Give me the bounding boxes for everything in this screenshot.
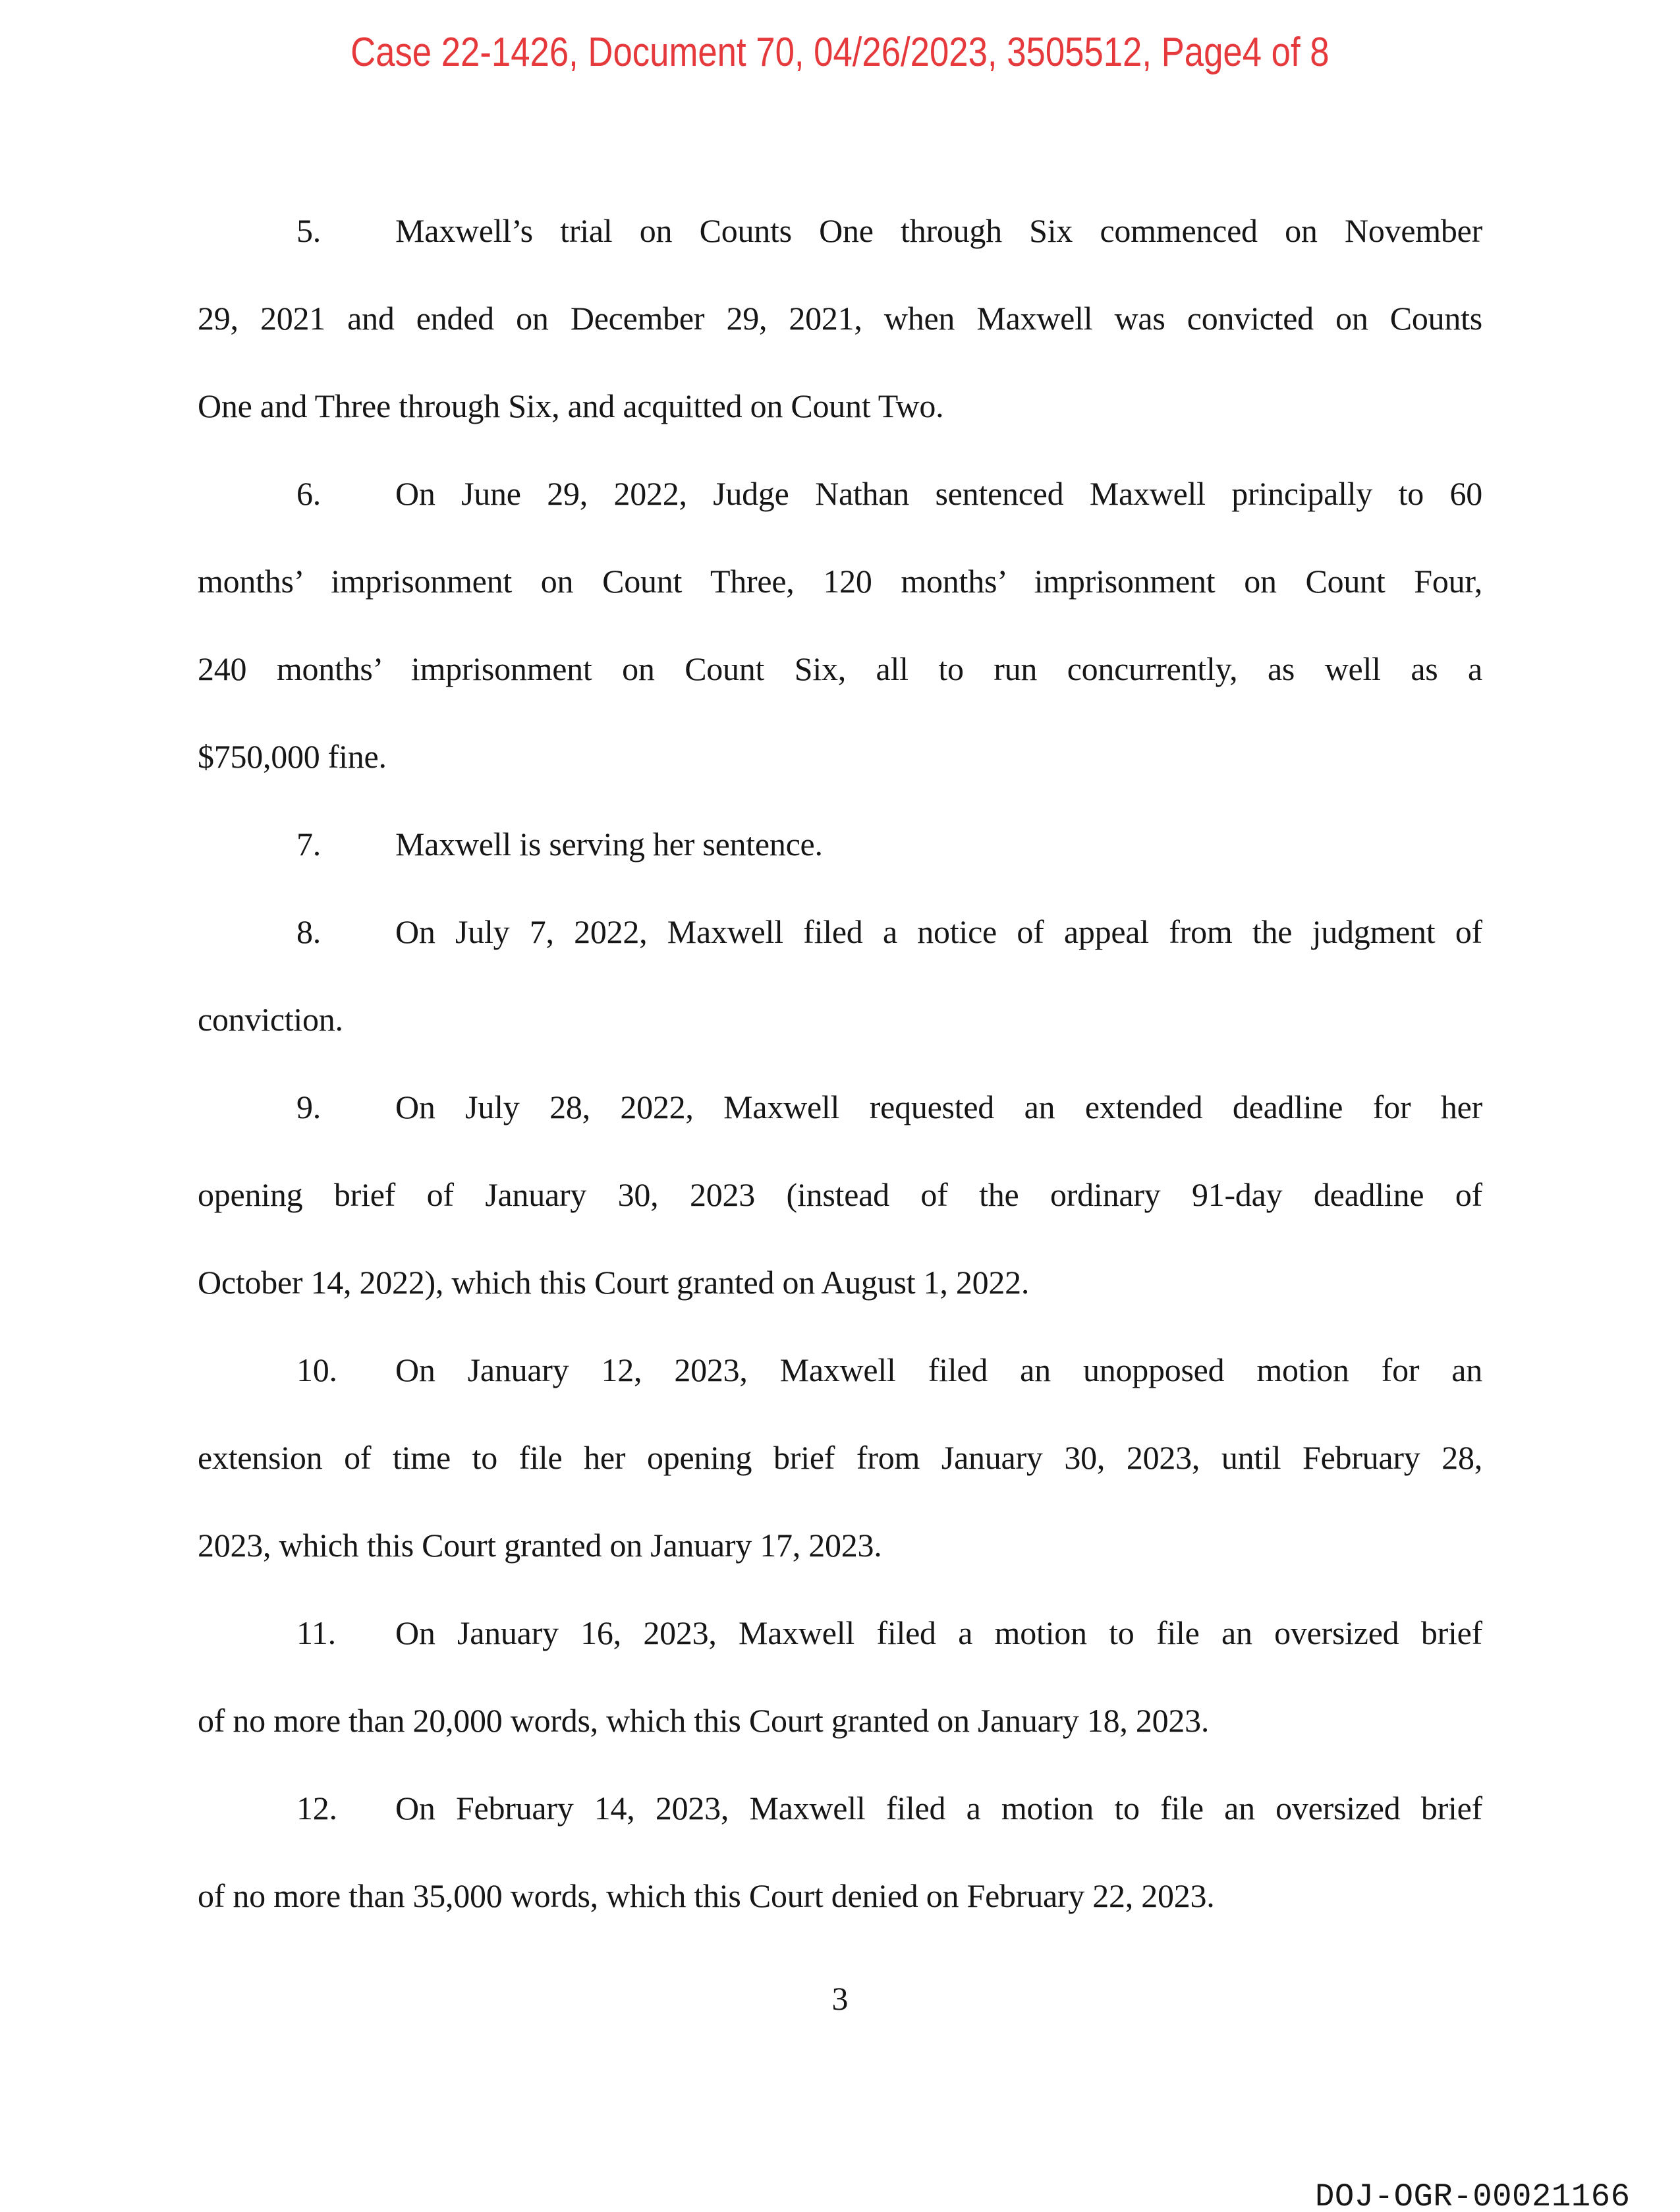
line-text: 240 months’ imprisonment on Count Six, all to run concurrently, as well as a (198, 650, 1482, 687)
line-text: of no more than 20,000 words, which this Court granted on January 18, 2023. (198, 1702, 1210, 1739)
paragraph-number: 11. (296, 1614, 336, 1651)
body-line (198, 450, 1482, 538)
line-text: On June 29, 2022, Judge Nathan sentenced Maxwell principally to 60 (395, 475, 1482, 512)
line-text: of no more than 35,000 words, which this Court denied on February 22, 2023. (198, 1877, 1215, 1914)
paragraph-number: 7. (296, 826, 321, 863)
paragraph-number: 9. (296, 1089, 321, 1125)
body-line (198, 1326, 1482, 1414)
line-text: On January 12, 2023, Maxwell filed an unopposed motion for an (395, 1351, 1482, 1388)
line-text: On January 16, 2023, Maxwell filed a motion to file an oversized brief (395, 1614, 1482, 1651)
page-number: 3 (831, 1980, 849, 2017)
line-text: Maxwell’s trial on Counts One through Six commenced on November (395, 212, 1482, 249)
line-text: On July 28, 2022, Maxwell requested an extended deadline for her (395, 1089, 1482, 1125)
paragraph-number: 12. (296, 1790, 337, 1827)
body-line (198, 888, 1482, 976)
line-text: Maxwell is serving her sentence. (395, 826, 823, 863)
body-line (198, 1677, 1482, 1765)
body-line (198, 1589, 1482, 1677)
line-text: opening brief of January 30, 2023 (instead of the ordinary 91-day deadline of (198, 1176, 1482, 1213)
stamp-header (0, 29, 1680, 76)
body-line (198, 1852, 1482, 1940)
body-line (198, 1239, 1482, 1326)
paragraph-number: 6. (296, 475, 321, 512)
line-text: extension of time to file her opening brief from January 30, 2023, until February 28, (198, 1439, 1482, 1476)
paragraph-number: 5. (296, 212, 321, 249)
paragraph-number: 10. (296, 1351, 337, 1388)
body-line (198, 275, 1482, 362)
line-text: One and Three through Six, and acquitted on Count Two. (198, 387, 944, 424)
body-line (198, 801, 1482, 888)
line-text: October 14, 2022), which this Court granted on August 1, 2022. (198, 1264, 1030, 1301)
line-text: 2023, which this Court granted on January 17, 2023. (198, 1527, 882, 1564)
body-line (198, 625, 1482, 713)
stamp-header-text: Case 22-1426, Document 70, 04/26/2023, 3505512, Page4 of 8 (350, 30, 1330, 75)
line-text: months’ imprisonment on Count Three, 120 months’ imprisonment on Count Four, (198, 563, 1482, 600)
body-line (198, 713, 1482, 801)
body-lines (198, 187, 1482, 1940)
body-line (198, 538, 1482, 625)
body-line (198, 1151, 1482, 1239)
line-text: conviction. (198, 1001, 343, 1038)
body-line (198, 1063, 1482, 1151)
body-line (198, 1502, 1482, 1589)
body-line (198, 1414, 1482, 1502)
body-line (198, 1765, 1482, 1852)
line-text: On July 7, 2022, Maxwell filed a notice of appeal from the judgment of (395, 913, 1482, 950)
body-line (198, 976, 1482, 1063)
paragraph-number: 8. (296, 913, 321, 950)
body-line (198, 187, 1482, 275)
line-text: $750,000 fine. (198, 738, 387, 775)
bates-number: DOJ-OGR-00021166 (1315, 2178, 1631, 2212)
line-text: 29, 2021 and ended on December 29, 2021, when Maxwell was convicted on Counts (198, 300, 1482, 337)
body-line (198, 362, 1482, 450)
line-text: On February 14, 2023, Maxwell filed a motion to file an oversized brief (395, 1790, 1482, 1827)
